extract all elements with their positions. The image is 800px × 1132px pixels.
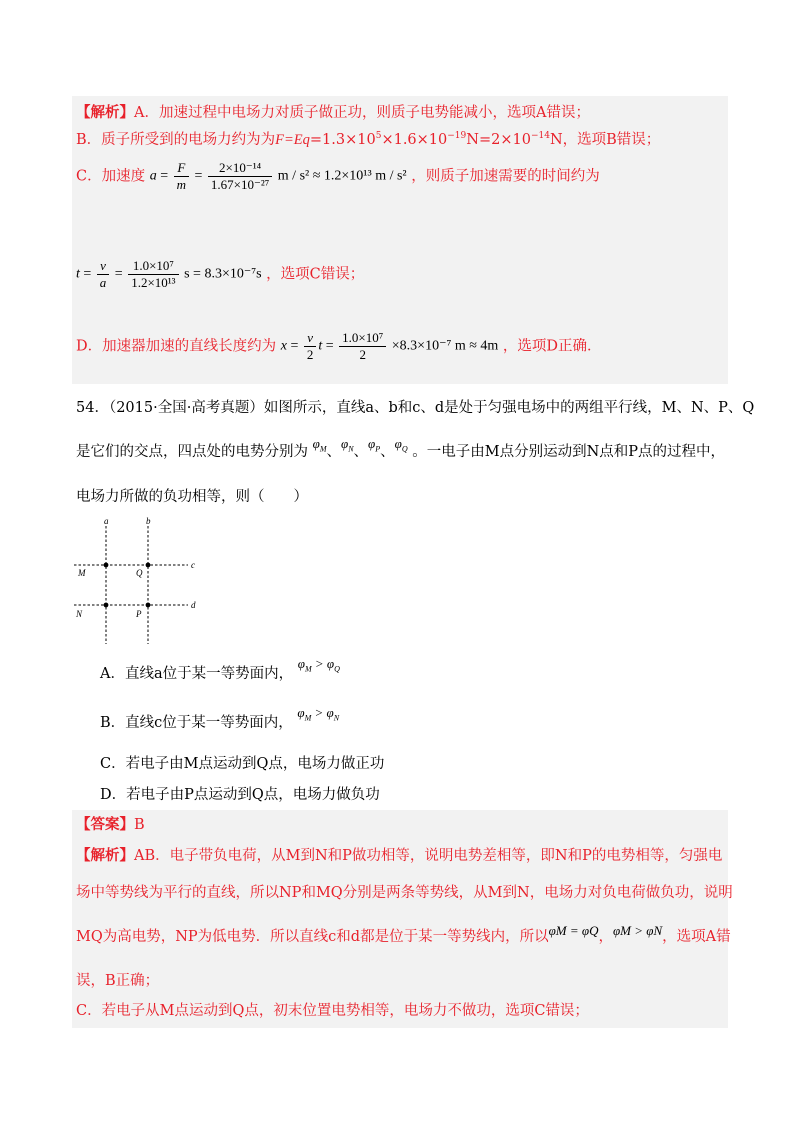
label-N: N xyxy=(76,609,83,619)
solution-2-background xyxy=(72,810,731,1028)
solution-1-d-post: ，选项D正确． xyxy=(502,338,602,355)
potential-m xyxy=(312,436,327,454)
fraction-v-over-a xyxy=(97,258,110,291)
denominator: 1.67×10⁻²⁷ xyxy=(210,177,270,192)
label-c: c xyxy=(191,560,195,570)
separator: 、 xyxy=(353,444,369,460)
denominator: 1.2×10¹³ xyxy=(131,275,176,290)
acceleration-formula: a = $\frac{F}{m}$ = $\frac{\text{2×10⁻¹⁴}}{\text{1.67×10⁻²⁷}}$ m / s² ≈ 1.2×10¹³ m / s² xyxy=(149,160,407,192)
fraction-values xyxy=(208,160,272,193)
exponent: −19 xyxy=(447,131,467,142)
option-a-text: A．直线a位于某一等势面内， xyxy=(100,666,294,682)
solution-1-line-d xyxy=(76,330,602,363)
numerator: v xyxy=(97,258,110,275)
relation: > xyxy=(311,656,327,671)
phi-symbol: φ xyxy=(326,656,335,671)
solution-1-a-text: A．加速过程中电场力对质子做正功，则质子电势能减小，选项A错误； xyxy=(134,105,590,121)
question-54-line-1: 54．（2015·全国·高考真题）如图所示，直线a、b和c、d是处于匀强电场中的两组平行线，M、N、P、Q xyxy=(76,400,755,416)
phi-symbol: φ xyxy=(326,705,334,720)
numerator: 1.0×10⁷ xyxy=(128,258,178,275)
solution-tag: 【解析】 xyxy=(76,847,134,864)
question-54-line-3: 电场力所做的负功相等，则（ ） xyxy=(76,489,308,505)
fraction-v-over-2 xyxy=(304,330,317,363)
relation: > xyxy=(311,705,327,720)
solution-2-line-1 xyxy=(76,846,722,866)
solution-1-line-a xyxy=(76,103,590,123)
solution-2-line-3 xyxy=(76,923,731,947)
solution-1-b-pre: B．质子所受到的电场力约为为 xyxy=(76,132,276,148)
solution-1-c-post: ，则质子加速需要的时间约为 xyxy=(411,168,600,185)
label-P: P xyxy=(136,609,142,619)
option-b-formula xyxy=(297,705,340,723)
solution-tag: 【解析】 xyxy=(76,104,134,121)
point-n xyxy=(104,603,109,608)
solution-1-t-post: ，选项C错误； xyxy=(266,266,365,283)
length-result: ×8.3×10⁻⁷ m ≈ 4m xyxy=(391,338,499,354)
fraction-values xyxy=(339,330,386,363)
phi-subscript: Q xyxy=(334,664,340,674)
label-a: a xyxy=(104,516,109,526)
potential-p xyxy=(368,436,381,454)
phi-symbol: φ xyxy=(297,705,305,720)
exponent: −14 xyxy=(530,131,550,142)
var-t: t xyxy=(76,266,80,282)
solution-2-text-1: AB．电子带负电荷，从M到N和P做功相等，说明电势差相等，即N和P的电势相等，匀强电 xyxy=(134,848,723,864)
denominator: 2 xyxy=(359,347,366,362)
label-d: d xyxy=(191,600,196,610)
option-a-formula xyxy=(297,656,340,674)
option-b xyxy=(100,705,340,733)
potential-n xyxy=(340,436,354,454)
numerator: v xyxy=(304,330,317,347)
denominator: a xyxy=(99,275,107,290)
solution-2-line-5: C．若电子从M点运动到Q点，初末位置电势相等，电场力不做功，选项C错误； xyxy=(76,1003,589,1019)
phi-subscript: Q xyxy=(401,444,408,454)
separator: ， xyxy=(598,929,613,945)
formula-part: =1.3×10 xyxy=(309,132,376,148)
solution-1-c-pre: C．加速度 xyxy=(76,168,146,185)
length-formula: x = $\frac{v}{2}$ t = $\frac{\text{1.0×10⁷}}{2}$ ×8.3×10⁻⁷ m ≈ 4m xyxy=(280,330,499,362)
phi-symbol: φ xyxy=(368,436,376,451)
phi-symbol: φ xyxy=(340,436,349,451)
option-a xyxy=(100,656,340,684)
time-result: s = 8.3×10⁻⁷s xyxy=(184,266,262,282)
fraction-f-over-m xyxy=(174,160,189,193)
parallel-lines-figure xyxy=(68,516,208,651)
option-d: D．若电子由P点运动到Q点，电场力做负功 xyxy=(100,787,380,803)
potential-q xyxy=(394,436,408,454)
formula-unit: N xyxy=(549,132,563,148)
var-x: x xyxy=(280,338,287,354)
formula-part: N=2×10 xyxy=(466,132,531,148)
solution-1-line-t xyxy=(76,258,364,291)
numerator: F xyxy=(174,160,189,177)
formula-phi-m-gt-phi-n: φM > φN xyxy=(612,923,663,938)
label-b: b xyxy=(146,516,151,526)
exponent: 5 xyxy=(375,131,382,142)
option-c: C．若电子由M点运动到Q点，电场力做正功 xyxy=(100,756,385,772)
phi-subscript: N xyxy=(333,713,340,723)
question-line-2-post: 。一电子由M点分别运动到N点和P点的过程中， xyxy=(412,444,726,460)
separator: 、 xyxy=(380,444,395,460)
numerator: 1.0×10⁷ xyxy=(339,330,386,347)
formula-part: ×1.6×10 xyxy=(381,132,448,148)
phi-symbol: φ xyxy=(297,656,305,671)
solution-1-line-b xyxy=(76,130,660,150)
phi-subscript: P xyxy=(375,444,381,454)
answer-line xyxy=(76,815,145,835)
separator: 、 xyxy=(326,444,341,460)
phi-subscript: M xyxy=(319,444,327,454)
point-m xyxy=(104,563,109,568)
answer-tag: 【答案】 xyxy=(76,816,134,833)
label-Q: Q xyxy=(136,568,143,578)
phi-subscript: N xyxy=(348,444,354,454)
phi-subscript: M xyxy=(304,664,312,674)
var-t: t xyxy=(318,338,323,354)
denominator: 2 xyxy=(306,347,314,362)
phi-symbol: φ xyxy=(394,436,402,451)
label-M: M xyxy=(78,568,86,578)
solution-2-line-3-pre: MQ为高电势，NP为低电势．所以直线c和d都是位于某一等势线内，所以 xyxy=(76,929,549,945)
numerator: 2×10⁻¹⁴ xyxy=(208,160,272,177)
solution-2-line-2: 场中等势线为平行的直线，所以NP和MQ分别是两条等势线，从M到N，电场力对负电荷做负功，说明 xyxy=(76,885,733,901)
phi-subscript: M xyxy=(304,713,312,723)
formula-phi-m-eq-phi-q: φM = φQ xyxy=(548,923,599,938)
phi-symbol: φ xyxy=(312,436,320,451)
question-54-line-2 xyxy=(76,436,726,462)
time-formula: t = $\frac{v}{a}$ = $\frac{\text{1.0×10⁷}}{\text{1.2×10¹³}}$ s = 8.3×10⁻⁷s xyxy=(76,258,262,290)
solution-2-line-4: 误，B正确； xyxy=(76,973,160,989)
solution-1-b-post: ，选项B错误； xyxy=(562,132,661,148)
point-p xyxy=(146,603,151,608)
option-b-text: B．直线c位于某一等势面内， xyxy=(100,715,293,731)
point-q xyxy=(146,563,151,568)
solution-1-d-pre: D．加速器加速的直线长度约为 xyxy=(76,338,277,355)
acceleration-result: m / s² ≈ 1.2×10¹³ m / s² xyxy=(277,168,407,184)
solution-2-line-3-post: ，选项A错 xyxy=(662,929,731,945)
var-a: a xyxy=(149,168,157,184)
denominator: m xyxy=(176,177,187,192)
answer-value: B xyxy=(134,817,145,833)
solution-1-line-c xyxy=(76,160,600,193)
formula-f-eq: F=Eq xyxy=(275,132,310,148)
question-line-2-pre: 是它们的交点，四点处的电势分别为 xyxy=(76,444,308,460)
fraction-values xyxy=(128,258,178,291)
